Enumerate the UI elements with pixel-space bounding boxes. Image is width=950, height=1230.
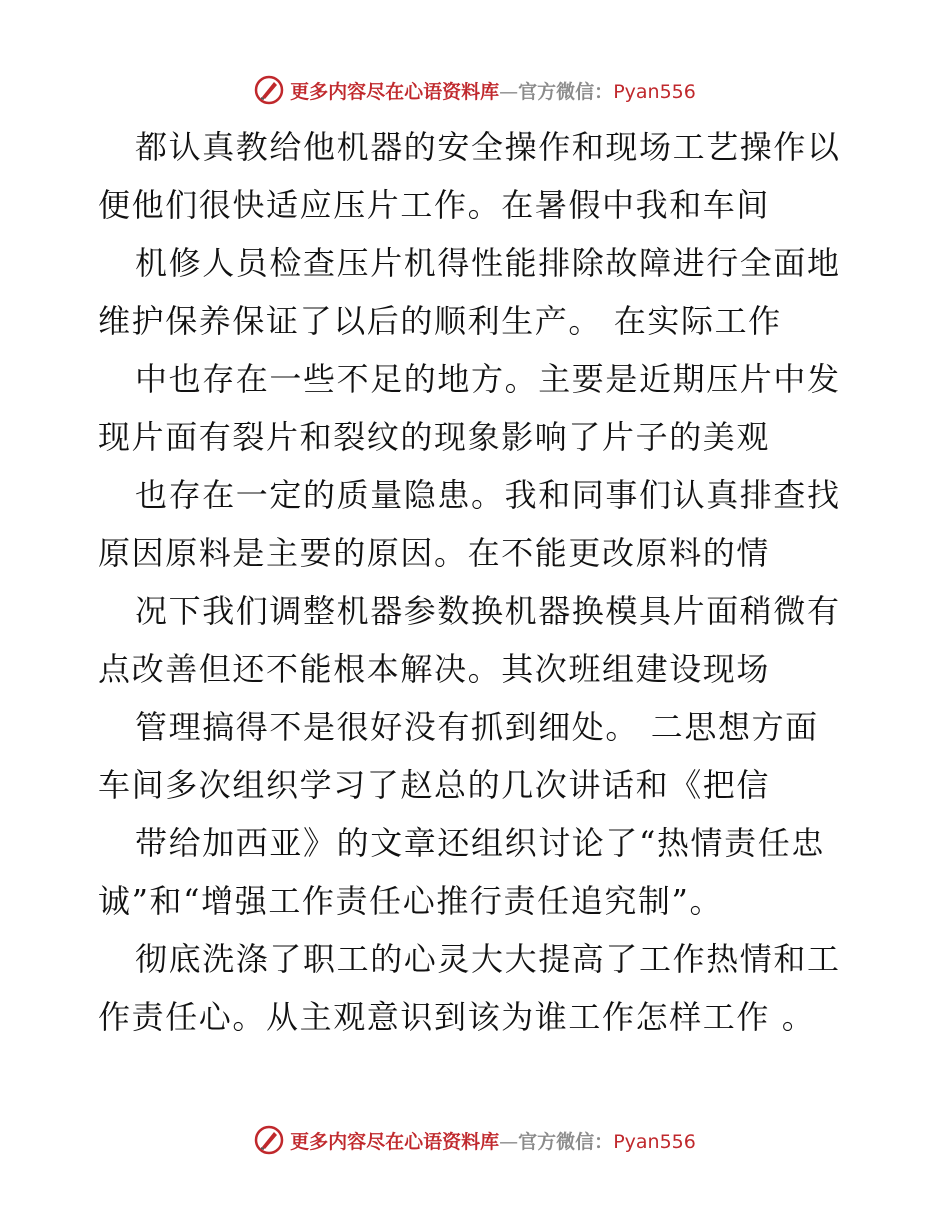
header-banner-wechat-id: Pyan556 — [613, 80, 696, 103]
header-banner-text — [290, 77, 696, 104]
header-banner-title: 更多内容尽在心语资料库 — [290, 80, 500, 103]
body-line: 也存在一定的质量隐患。我和同事们认真排查找 — [135, 476, 841, 514]
footer-banner-separator: — — [499, 1130, 519, 1153]
footer-banner — [0, 1123, 950, 1157]
footer-banner-label: 官方微信： — [518, 1130, 614, 1153]
body-line: 管理搞得不是很好没有抓到细处。 二思想方面 — [135, 708, 819, 746]
header-banner-separator: — — [499, 80, 519, 103]
body-line: 中也存在一些不足的地方。主要是近期压片中发 — [135, 360, 841, 398]
body-line: 车间多次组织学习了赵总的几次讲话和《把信 — [98, 766, 771, 804]
body-line: 作责任心。从主观意识到该为谁工作怎样工作 。 — [98, 998, 816, 1036]
body-line: 诚”和“增强工作责任心推行责任追究制”。 — [98, 882, 724, 920]
header-banner — [0, 73, 950, 107]
body-line: 况下我们调整机器参数换机器换模具片面稍微有 — [135, 592, 841, 630]
body-line: 机修人员检查压片机得性能排除故障进行全面地 — [135, 244, 841, 282]
document-body — [0, 118, 950, 1046]
body-line: 点改善但还不能根本解决。其次班组建设现场 — [98, 650, 771, 688]
footer-banner-text — [290, 1127, 696, 1154]
footer-banner-title: 更多内容尽在心语资料库 — [290, 1130, 500, 1153]
body-line: 维护保养保证了以后的顺利生产。 在实际工作 — [98, 302, 782, 340]
body-line: 彻底洗涤了职工的心灵大大提高了工作热情和工 — [135, 940, 841, 978]
body-line: 便他们很快适应压片工作。在暑假中我和车间 — [98, 186, 771, 224]
body-line: 现片面有裂片和裂纹的现象影响了片子的美观 — [98, 418, 771, 456]
quill-logo-icon — [254, 75, 284, 105]
header-banner-label: 官方微信： — [518, 80, 614, 103]
body-line: 带给加西亚》的文章还组织讨论了“热情责任忠 — [135, 824, 825, 862]
quill-logo-icon — [254, 1125, 284, 1155]
footer-banner-wechat-id: Pyan556 — [613, 1130, 696, 1153]
body-line: 原因原料是主要的原因。在不能更改原料的情 — [98, 534, 771, 572]
body-line: 都认真教给他机器的安全操作和现场工艺操作以 — [135, 128, 841, 166]
